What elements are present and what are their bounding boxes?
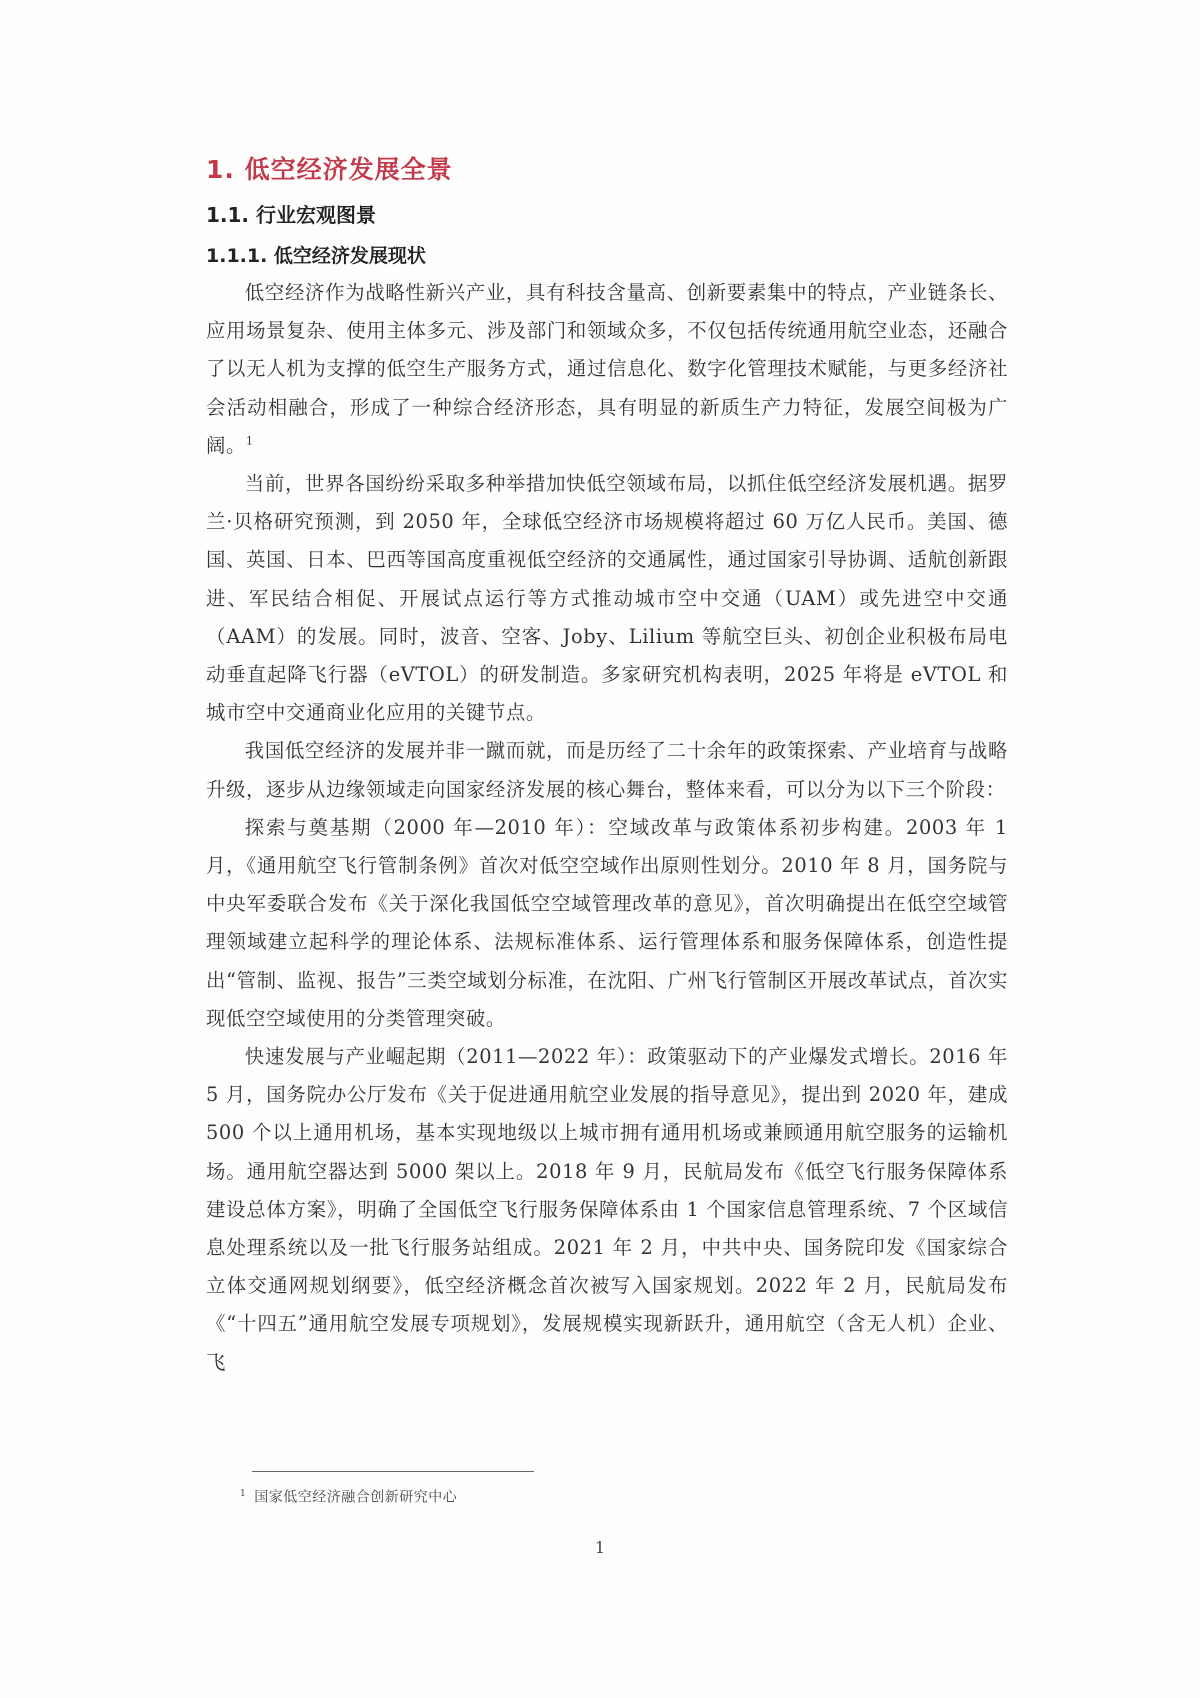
- paragraph-5: 快速发展与产业崛起期（2011—2022 年）：政策驱动下的产业爆发式增长。2016 年 5 月，国务院办公厅发布《关于促进通用航空业发展的指导意见》，提出到 2020 年，建成 500 个以上通用机场，基本实现地级以上城市拥有通用机场或兼顾通用航空服务的运输机场。通用航空器达到 5000 架以上。2018 年 9 月，民航局发布《低空飞行服务保障体系建设总体方案》，明确了全国低空飞行服务保障体系由 1 个国家信息管理系统、7 个区域信息处理系统以及一批飞行服务站组成。2021 年 2 月，中共中央、国务院印发《国家综合立体交通网规划纲要》，低空经济概念首次被写入国家规划。2022 年 2 月，民航局发布《“十四五”通用航空发展专项规划》，发展规模实现新跃升，通用航空（含无人机）企业、飞: [206, 1045, 1008, 1374]
- paragraph-1-text: 低空经济作为战略性新兴产业，具有科技含量高、创新要素集中的特点，产业链条长、应用场景复杂、使用主体多元、涉及部门和领域众多，不仅包括传统通用航空业态，还融合了以无人机为支撑的低空生产服务方式，通过信息化、数字化管理技术赋能，与更多经济社会活动相融合，形成了一种综合经济形态，具有明显的新质生产力特征，发展空间极为广阔。: [206, 281, 1008, 457]
- footnote: [240, 1484, 457, 1508]
- footnote-divider: [252, 1471, 534, 1472]
- footnote-reference[interactable]: 1: [245, 434, 254, 448]
- section-heading-1: 1. 低空经济发展全景: [206, 155, 453, 184]
- paragraph-3: 我国低空经济的发展并非一蹴而就，而是历经了二十余年的政策探索、产业培育与战略升级，逐步从边缘领域走向国家经济发展的核心舞台，整体来看，可以分为以下三个阶段：: [206, 739, 1008, 801]
- paragraph-1: [206, 274, 1008, 465]
- paragraph-4: 探索与奠基期（2000 年—2010 年）：空域改革与政策体系初步构建。2003 年 1 月，《通用航空飞行管制条例》首次对低空空域作出原则性划分。2010 年 8 月，国务院与中央军委联合发布《关于深化我国低空空域管理改革的意见》，首次明确提出在低空空域管理领域建立起科学的理论体系、法规标准体系、运行管理体系和服务保障体系，创造性提出“管制、监视、报告”三类空域划分标准，在沈阳、广州飞行管制区开展改革试点，首次实现低空空域使用的分类管理突破。: [206, 815, 1008, 1030]
- page-content: [206, 152, 1008, 1382]
- footnote-text: 国家低空经济融合创新研究中心: [254, 1489, 458, 1506]
- page-number: 1: [594, 1538, 606, 1557]
- footnote-marker: 1: [240, 1489, 247, 1499]
- section-heading-1-1-1: 1.1.1. 低空经济发展现状: [206, 245, 426, 267]
- paragraph-2: 当前，世界各国纷纷采取多种举措加快低空领域布局，以抓住低空经济发展机遇。据罗兰·贝格研究预测，到 2050 年，全球低空经济市场规模将超过 60 万亿人民币。美国、德国、英国、日本、巴西等国高度重视低空经济的交通属性，通过国家引导协调、适航创新跟进、军民结合相促、开展试点运行等方式推动城市空中交通（UAM）或先进空中交通（AAM）的发展。同时，波音、空客、Joby、Lilium 等航空巨头、初创企业积极布局电动垂直起降飞行器（eVTOL）的研发制造。多家研究机构表明，2025 年将是 eVTOL 和城市空中交通商业化应用的关键节点。: [206, 472, 1008, 725]
- section-heading-1-1: 1.1. 行业宏观图景: [206, 203, 376, 227]
